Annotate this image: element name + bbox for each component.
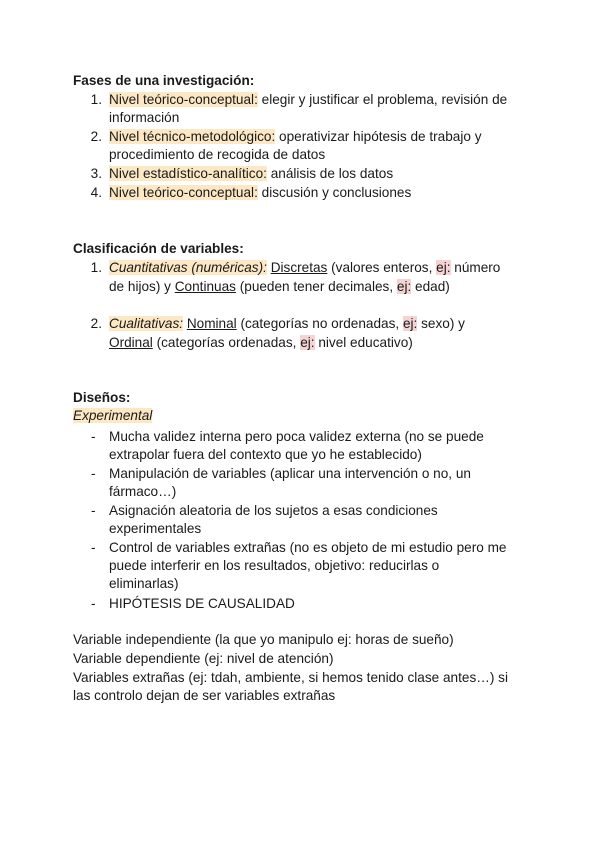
bullet-text: experimentales <box>109 521 202 536</box>
nominal-term: Nominal <box>186 316 237 331</box>
phase-label: Nivel teórico-conceptual: <box>109 185 258 200</box>
bullet-dash: - <box>91 540 96 555</box>
example-text: edad) <box>411 279 450 294</box>
phase-number: 4. <box>90 185 102 200</box>
ej-tag: ej: <box>436 260 451 275</box>
continuas-text: (pueden tener decimales, <box>235 279 397 294</box>
bullet-text: Mucha validez interna pero poca validez externa (no se puede <box>109 429 484 444</box>
experimental-subheading: Experimental <box>73 408 153 423</box>
note-independent: Variable independiente (la que yo manipulo ej: horas de sueño) <box>73 632 454 647</box>
phase-text-cont: procedimiento de recogida de datos <box>109 147 326 162</box>
example-text: sexo) y <box>417 316 465 331</box>
bullet-text: fármaco…) <box>109 484 177 499</box>
example-text: nivel educativo) <box>314 335 413 350</box>
bullet-dash: - <box>91 466 96 481</box>
ej-tag: ej: <box>300 335 315 350</box>
phase-text: elegir y justificar el problema, revisión de <box>257 92 508 107</box>
bullet-text: Control de variables extrañas (no es objeto de mi estudio pero me <box>109 540 507 555</box>
phase-number: 1. <box>90 92 102 107</box>
ej-tag: ej: <box>402 316 418 331</box>
quant-line2: de hijos) y <box>109 279 175 294</box>
bullet-text: extrapolar fuera del contexto que yo he establecido) <box>109 447 422 462</box>
bullet-text: Asignación aleatoria de los sujetos a esas condiciones <box>109 503 438 518</box>
bullet-text: puede interferir en los resultados, objetivo: reducirlas o <box>109 558 440 573</box>
variables-number: 2. <box>90 316 102 331</box>
phase-label: Nivel estadístico-analítico: <box>109 166 267 181</box>
variables-number: 1. <box>90 260 102 275</box>
phase-text: operativizar hipótesis de trabajo y <box>275 129 482 144</box>
designs-heading: Diseños: <box>73 390 131 405</box>
phase-number: 2. <box>90 129 102 144</box>
nominal-text: (categorías no ordenadas, <box>236 316 403 331</box>
phase-text-cont: información <box>109 110 180 125</box>
qual-label: Cualitativas: <box>109 316 184 331</box>
note-extraneous: Variables extrañas (ej: tdah, ambiente, si hemos tenido clase antes…) si <box>73 670 508 685</box>
variables-heading: Clasificación de variables: <box>73 241 244 256</box>
note-extraneous-cont: las controlo dejan de ser variables extrañas <box>73 688 336 703</box>
continuas-term: Continuas <box>174 279 236 294</box>
discretas-text: (valores enteros, <box>327 260 437 275</box>
phase-text: discusión y conclusiones <box>257 185 412 200</box>
bullet-dash: - <box>91 596 96 611</box>
example-text: número <box>450 260 501 275</box>
phases-heading: Fases de una investigación: <box>73 73 255 88</box>
phase-number: 3. <box>90 166 102 181</box>
bullet-text: Manipulación de variables (aplicar una intervención o no, un <box>109 466 471 481</box>
phase-label: Nivel teórico-conceptual: <box>109 92 258 107</box>
ej-tag: ej: <box>396 279 412 294</box>
discretas-term: Discretas <box>270 260 328 275</box>
note-dependent: Variable dependiente (ej: nivel de atención) <box>73 651 334 666</box>
bullet-text: HIPÓTESIS DE CAUSALIDAD <box>109 596 295 611</box>
bullet-dash: - <box>91 429 96 444</box>
ordinal-term: Ordinal <box>109 335 153 350</box>
phase-label: Nivel técnico-metodológico: <box>109 129 276 144</box>
phase-text: análisis de los datos <box>266 166 394 181</box>
quant-label: Cuantitativas (numéricas): <box>109 260 267 275</box>
bullet-text: eliminarlas) <box>109 576 179 591</box>
ordinal-text: (categorías ordenadas, <box>152 335 301 350</box>
bullet-dash: - <box>91 503 96 518</box>
